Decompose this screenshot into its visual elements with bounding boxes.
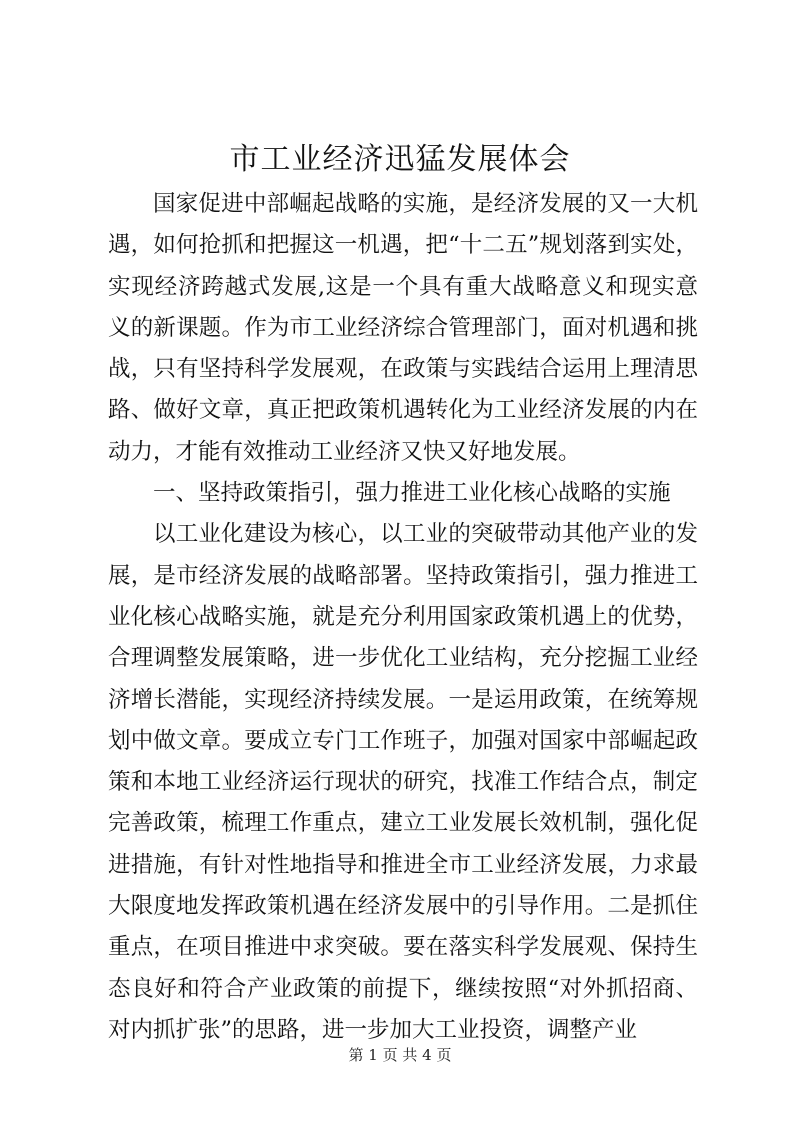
paragraph-intro: 国家促进中部崛起战略的实施，是经济发展的又一大机遇，如何抢抓和把握这一机遇，把“十二五”规划落到实处，实现经济跨越式发展,这是一个具有重大战略意义和现实意义的新课题。作为市工业经济综合管理部门，面对机遇和挑战，只有坚持科学发展观，在政策与实践结合运用上理清思路、做好文章，真正把政策机遇转化为工业经济发展的内在动力，才能有效推动工业经济又快又好地发展。 (108, 191, 698, 465)
document-title: 市工业经济迅猛发展体会 (229, 142, 571, 177)
paragraph-section-1: 以工业化建设为核心，以工业的突破带动其他产业的发展，是市经济发展的战略部署。坚持政策指引，强力推进工业化核心战略实施，就是充分利用国家政策机遇上的优势，合理调整发展策略，进一步优化工业结构，充分挖掘工业经济增长潜能，实现经济持续发展。一是运用政策，在统筹规划中做文章。要成立专门工作班子，加强对国家中部崛起政策和本地工业经济运行现状的研究，找准工作结合点，制定完善政策，梳理工作重点，建立工业发展长效机制，强化促进措施，有针对性地指导和推进全市工业经济发展，力求最大限度地发挥政策机遇在经济发展中的引导作用。二是抓住重点，在项目推进中求突破。要在落实科学发展观、保持生态良好和符合产业政策的前提下，继续按照“对外抓招商、对内抓扩张”的思路，进一步加大工业投资，调整产业 (108, 521, 698, 1043)
section-heading-1: 一、坚持政策指引，强力推进工业化核心战略的实施 (153, 480, 671, 507)
page-number: 第 1 页 共 4 页 (348, 1046, 452, 1064)
page-footer (0, 1044, 800, 1066)
document-body (108, 184, 698, 1051)
